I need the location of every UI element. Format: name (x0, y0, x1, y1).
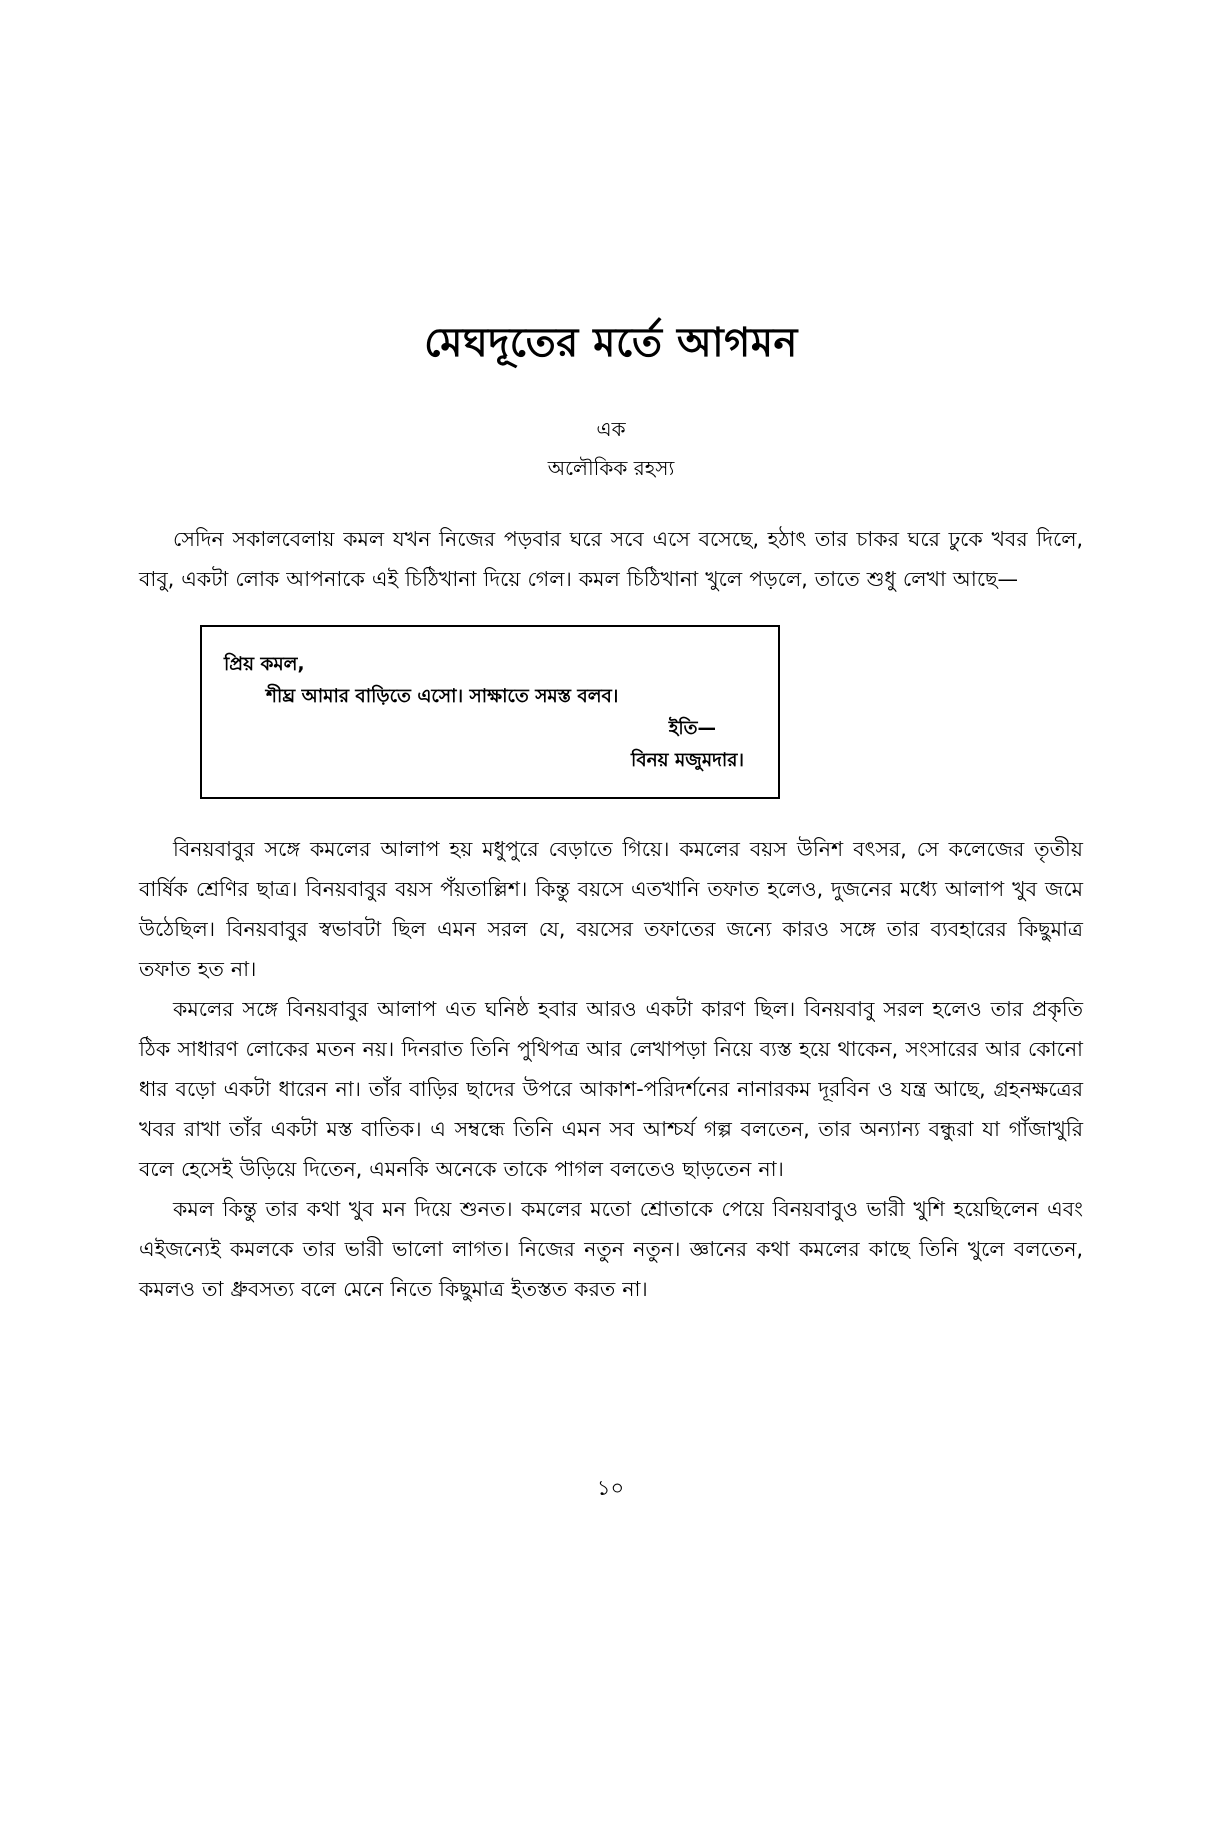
letter-salutation: প্রিয় কমল, (224, 654, 305, 675)
page-number: ১০ (596, 1476, 625, 1500)
letter-quote-box (200, 625, 780, 799)
page-title: মেঘদূতের মর্তে আগমন (424, 320, 798, 366)
body-paragraphs-block (139, 799, 1083, 1309)
section-subtitle: অলৌকিক রহস্য (547, 456, 675, 480)
section-number: এক (596, 417, 626, 441)
body-paragraph: বিনয়বাবুর সঙ্গে কমলের আলাপ হয় মধুপুরে বেড়াতে গিয়ে। কমলের বয়স উনিশ বৎসর, সে কলেজের তৃতীয় বার্ষিক শ্রেণির ছাত্র। বিনয়বাবুর বয়স পঁয়তাল্লিশ। কিন্তু বয়সে এতখানি তফাত হলেও, দুজনের মধ্যে আলাপ খুব জমে উঠেছিল। বিনয়বাবুর স্বভাবটা ছিল এমন সরল যে, বয়সের তফাতের জন্যে কারও সঙ্গে তার ব্যবহারের কিছুমাত্র তফাত হত না। (139, 837, 1083, 981)
letter-signature: বিনয় মজুমদার। (631, 750, 744, 771)
body-paragraph: কমলের সঙ্গে বিনয়বাবুর আলাপ এত ঘনিষ্ঠ হবার আরও একটা কারণ ছিল। বিনয়বাবু সরল হলেও তার প্রকৃতি ঠিক সাধারণ লোকের মতন নয়। দিনরাত তিনি পুথিপত্র আর লেখাপড়া নিয়ে ব্যস্ত হয়ে থাকেন, সংসারের আর কোনো ধার বড়ো একটা ধারেন না। তাঁর বাড়ির ছাদের উপরে আকাশ-পরিদর্শনের নানারকম দূরবিন ও যন্ত্র আছে, গ্রহনক্ষত্রের খবর রাখা তাঁর একটা মস্ত বাতিক। এ সম্বন্ধে তিনি এমন সব আশ্চর্য গল্প বলতেন, তার অন্যান্য বন্ধুরা যা গাঁজাখুরি বলে হেসেই উড়িয়ে দিতেন, এমনকি অনেকে তাকে পাগল বলতেও ছাড়তেন না। (139, 997, 1083, 1181)
page-content-column (139, 0, 1083, 1309)
letter-closing: ইতি— (668, 718, 716, 739)
letter-body: শীঘ্র আমার বাড়িতে এসো। সাক্ষাতে সমস্ত বলব। (266, 686, 619, 707)
body-paragraph: কমল কিন্তু তার কথা খুব মন দিয়ে শুনত। কমলের মতো শ্রোতাকে পেয়ে বিনয়বাবুও ভারী খুশি হয়েছিলেন এবং এইজন্যেই কমলকে তার ভারী ভালো লাগত। নিজের নতুন নতুন। জ্ঞানের কথা কমলের কাছে তিনি খুলে বলতেন, কমলও তা ধ্রুবসত্য বলে মেনে নিতে কিছুমাত্র ইতস্তত করত না। (139, 1197, 1083, 1301)
intro-block (139, 483, 1083, 599)
intro-paragraph: সেদিন সকালবেলায় কমল যখন নিজের পড়বার ঘরে সবে এসে বসেছে, হঠাৎ তার চাকর ঘরে ঢুকে খবর দিলে, বাবু, একটা লোক আপনাকে এই চিঠিখানা দিয়ে গেল। কমল চিঠিখানা খুলে পড়লে, তাতে শুধু লেখা আছে— (139, 527, 1083, 591)
